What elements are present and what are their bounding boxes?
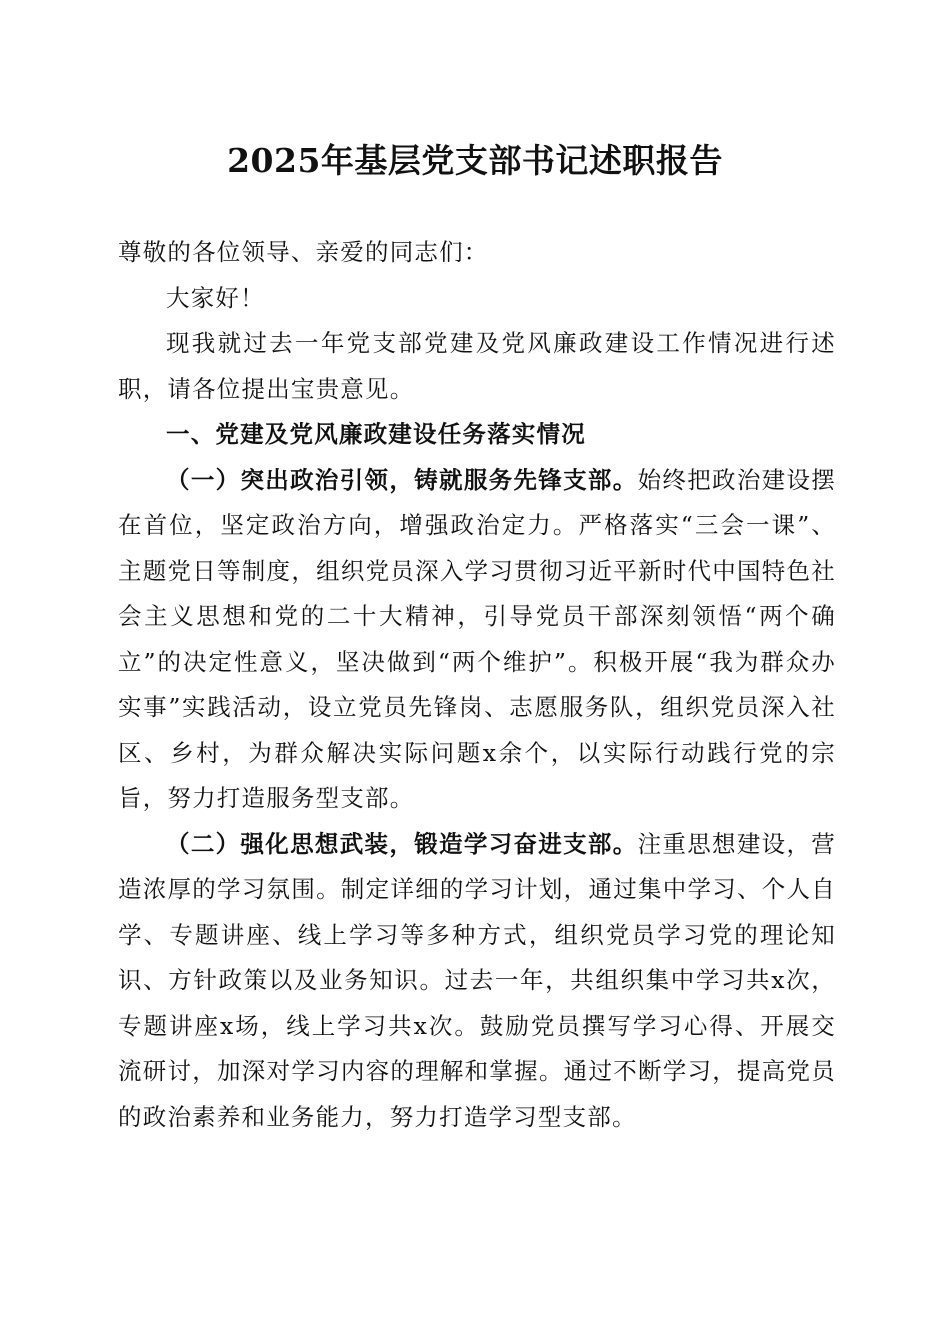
paragraph-1-lead: （一）突出政治引领，铸就服务先锋支部。 (166, 465, 638, 494)
document-body (118, 230, 836, 1140)
paragraph-1-text: 始终把政治建设摆在首位，坚定政治方向，增强政治定力。严格落实“三会一课”、主题党日等制度，组织党员深入学习贯彻习近平新时代中国特色社会主义思想和党的二十大精神，引导党员干部深刻领悟“两个确立”的决定性意义，坚决做到“两个维护”。积极开展“我为群众办实事”实践活动，设立党员先锋岗、志愿服务队，组织党员深入社区、乡村，为群众解决实际问题x余个，以实际行动践行党的宗旨，努力打造服务型支部。 (118, 465, 836, 812)
document-title: 2025年基层党支部书记述职报告 (227, 141, 723, 180)
paragraph-2 (118, 822, 836, 1141)
section-heading-1: 一、党建及党风廉政建设任务落实情况 (166, 420, 586, 448)
intro-paragraph: 现我就过去一年党支部党建及党风廉政建设工作情况进行述职，请各位提出宝贵意见。 (118, 329, 836, 403)
paragraph-2-text: 注重思想建设，营造浓厚的学习氛围。制定详细的学习计划，通过集中学习、个人自学、专题讲座、线上学习等多种方式，组织党员学习党的理论知识、方针政策以及业务知识。过去一年，共组织集中学习共x次，专题讲座x场，线上学习共x次。鼓励党员撰写学习心得、开展交流研讨，加深对学习内容的理解和掌握。通过不断学习，提高党员的政治素养和业务能力，努力打造学习型支部。 (118, 829, 836, 1131)
paragraph-2-lead: （二）强化思想武装，锻造学习奋进支部。 (166, 829, 638, 858)
salutation: 尊敬的各位领导、亲爱的同志们： (118, 238, 489, 266)
paragraph-1 (118, 458, 836, 822)
greeting: 大家好！ (166, 283, 265, 312)
